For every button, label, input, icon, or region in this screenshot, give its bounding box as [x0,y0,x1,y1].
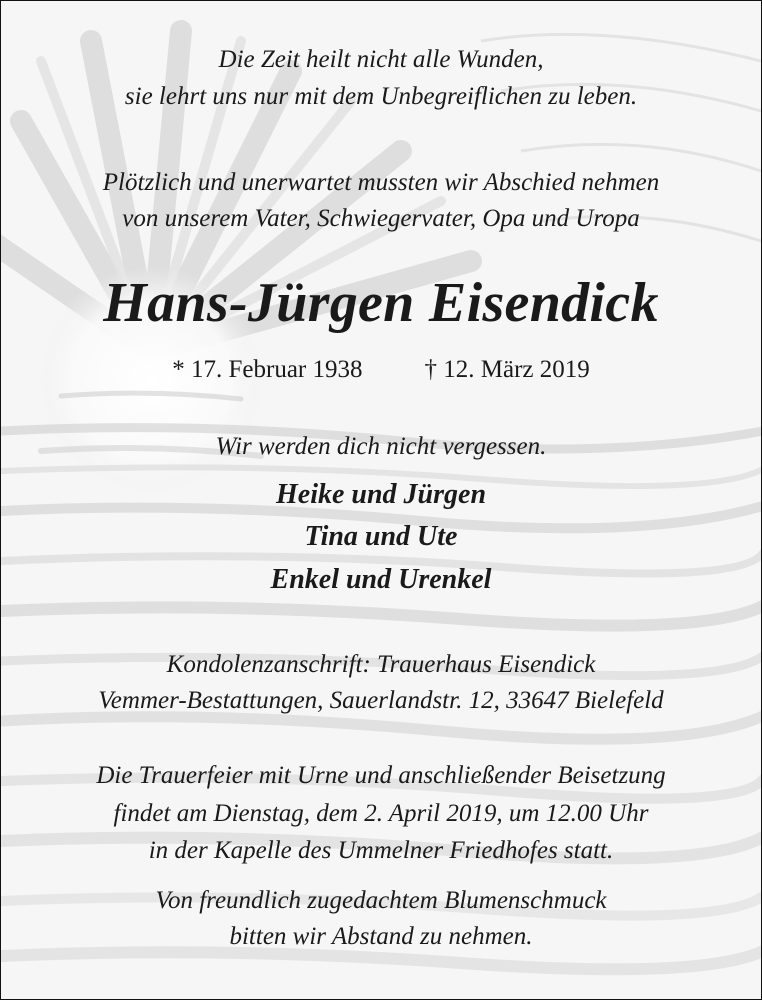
life-dates [1,356,761,384]
family-member: Tina und Ute [304,521,458,552]
ceremony-line-1: Die Trauerfeier mit Urne und anschließender Beisetzung [96,762,666,789]
flowers-line-1: Von freundlich zugedachtem Blumenschmuck [155,887,607,914]
quote-line-2: sie lehrt uns nur mit dem Unbegreiflichen zu leben. [124,83,638,110]
ceremony-line-3: in der Kapelle des Ummelner Friedhofes statt. [148,837,614,864]
remembrance-text: Wir werden dich nicht vergessen. [215,433,547,460]
condolence-line-1: Kondolenzanschrift: Trauerhaus Eisendick [166,651,596,678]
intro-line-1: Plötzlich und unerwartet mussten wir Abschied nehmen [102,169,660,196]
notice-content [1,1,761,999]
intro-line-2: von unserem Vater, Schwiegervater, Opa und Uropa [122,205,640,232]
family-member: Enkel und Urenkel [270,564,492,595]
quote-line-1: Die Zeit heilt nicht alle Wunden, [218,46,544,73]
deceased-name: Hans-Jürgen Eisendick [103,272,659,334]
birth-date: * 17. Februar 1938 [172,356,363,383]
death-date: † 12. März 2019 [424,356,590,383]
condolence-line-2: Vemmer-Bestattungen, Sauerlandstr. 12, 33647 Bielefeld [98,687,664,714]
flowers-line-2: bitten wir Abstand zu nehmen. [229,923,533,950]
family-member: Heike und Jürgen [275,479,487,510]
ceremony-line-2: findet am Dienstag, dem 2. April 2019, um 12.00 Uhr [113,800,649,827]
